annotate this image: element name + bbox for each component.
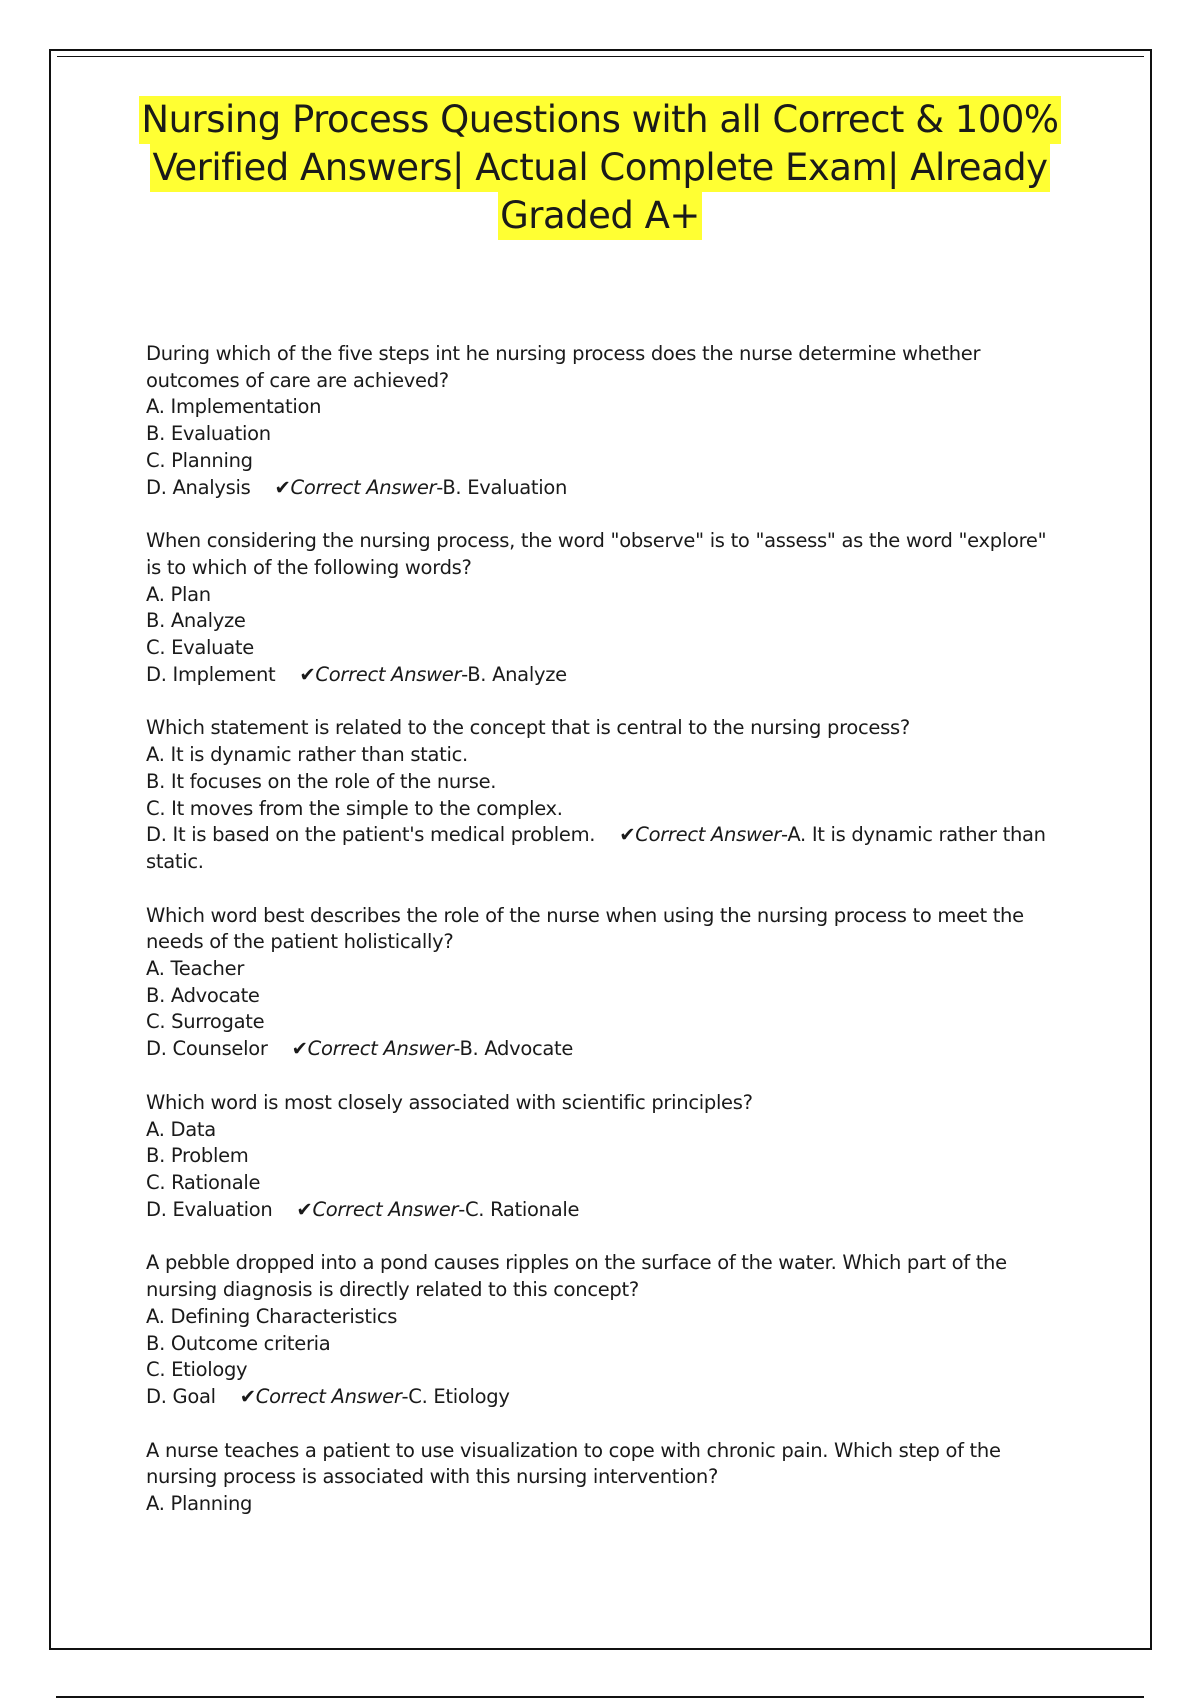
option-text: C. Rationale bbox=[146, 1170, 261, 1194]
answer-option bbox=[146, 1143, 1066, 1170]
answer-option bbox=[146, 394, 1066, 421]
option-text: B. Problem bbox=[146, 1144, 249, 1168]
correct-answer-text: -A. It is dynamic rather than static. bbox=[146, 823, 1046, 873]
question-text: Which statement is related to the concept that is central to the nursing process? bbox=[146, 716, 910, 740]
checkmark-icon: ✔ bbox=[296, 1197, 313, 1221]
correct-answer-text: -C. Rationale bbox=[458, 1197, 580, 1221]
correct-answer-label: Correct Answer bbox=[307, 1037, 454, 1061]
answer-option bbox=[146, 448, 1066, 475]
question-block bbox=[146, 1438, 1066, 1518]
question-text: A pebble dropped into a pond causes ripples on the surface of the water. Which part of the nursing diagnosis is directly related to this concept? bbox=[146, 1251, 1007, 1302]
option-text: A. Planning bbox=[146, 1492, 253, 1516]
option-text: B. Advocate bbox=[146, 983, 260, 1007]
option-text: A. It is dynamic rather than static. bbox=[146, 743, 468, 767]
checkmark-icon: ✔ bbox=[299, 662, 316, 686]
answer-option bbox=[146, 1009, 1066, 1036]
correct-answer-label: Correct Answer bbox=[290, 475, 437, 499]
answer-option bbox=[146, 983, 1066, 1010]
checkmark-icon: ✔ bbox=[239, 1384, 256, 1408]
option-text: C. Etiology bbox=[146, 1358, 248, 1382]
answer-option bbox=[146, 822, 1066, 875]
checkmark-icon: ✔ bbox=[291, 1037, 308, 1061]
question-block bbox=[146, 903, 1066, 1063]
answer-option bbox=[146, 742, 1066, 769]
answer-option bbox=[146, 662, 1066, 689]
correct-answer-text: -B. Analyze bbox=[461, 662, 567, 686]
correct-answer-text: -B. Advocate bbox=[453, 1037, 574, 1061]
answer-option bbox=[146, 1117, 1066, 1144]
option-text: A. Defining Characteristics bbox=[146, 1304, 398, 1328]
question-block bbox=[146, 1090, 1066, 1224]
option-text: C. It moves from the simple to the complex. bbox=[146, 796, 563, 820]
answer-option bbox=[146, 1331, 1066, 1358]
option-text: A. Plan bbox=[146, 582, 211, 606]
option-text: B. Outcome criteria bbox=[146, 1331, 331, 1355]
option-text: D. It is based on the patient's medical problem. bbox=[146, 823, 596, 847]
correct-answer bbox=[274, 476, 567, 499]
question-block bbox=[146, 528, 1066, 688]
option-text: A. Data bbox=[146, 1117, 216, 1141]
question-block bbox=[146, 715, 1066, 875]
option-text: C. Planning bbox=[146, 448, 253, 472]
option-text: A. Implementation bbox=[146, 395, 322, 419]
answer-option bbox=[146, 1384, 1066, 1411]
checkmark-icon: ✔ bbox=[274, 475, 291, 499]
frame-top-rule bbox=[57, 56, 1144, 57]
correct-answer-label: Correct Answer bbox=[315, 662, 462, 686]
answer-option bbox=[146, 421, 1066, 448]
question-text: Which word is most closely associated with scientific principles? bbox=[146, 1090, 753, 1114]
answer-option bbox=[146, 635, 1066, 662]
document-title bbox=[100, 96, 1100, 240]
answer-option bbox=[146, 1197, 1066, 1224]
answer-option bbox=[146, 1170, 1066, 1197]
title-line: Verified Answers| Actual Complete Exam| Already bbox=[150, 144, 1049, 192]
page-bottom-rule bbox=[56, 1696, 1144, 1698]
correct-answer-text: -B. Evaluation bbox=[436, 475, 568, 499]
correct-answer bbox=[292, 1037, 574, 1060]
option-text: B. Analyze bbox=[146, 609, 246, 633]
question-block bbox=[146, 1250, 1066, 1410]
option-text: D. Goal bbox=[146, 1384, 216, 1408]
answer-option bbox=[146, 1304, 1066, 1331]
option-text: C. Evaluate bbox=[146, 636, 254, 660]
answer-option bbox=[146, 608, 1066, 635]
answer-option bbox=[146, 796, 1066, 823]
question-block bbox=[146, 341, 1066, 501]
option-text: B. It focuses on the role of the nurse. bbox=[146, 769, 497, 793]
correct-answer-label: Correct Answer bbox=[255, 1384, 402, 1408]
checkmark-icon: ✔ bbox=[619, 823, 636, 847]
correct-answer-label: Correct Answer bbox=[312, 1197, 459, 1221]
question-list bbox=[146, 341, 1066, 1545]
answer-option bbox=[146, 1036, 1066, 1063]
option-text: D. Analysis bbox=[146, 475, 251, 499]
answer-option bbox=[146, 956, 1066, 983]
correct-answer-text: -C. Etiology bbox=[401, 1384, 510, 1408]
question-text: A nurse teaches a patient to use visualization to cope with chronic pain. Which step of the nursing process is associated with this nursing intervention? bbox=[146, 1438, 1001, 1489]
option-text: A. Teacher bbox=[146, 957, 245, 981]
answer-option bbox=[146, 769, 1066, 796]
option-text: D. Implement bbox=[146, 662, 276, 686]
answer-option bbox=[146, 1491, 1066, 1518]
title-line: Nursing Process Questions with all Correct & 100% bbox=[139, 96, 1060, 144]
question-text: Which word best describes the role of the nurse when using the nursing process to meet the needs of the patient holistically? bbox=[146, 903, 1024, 954]
option-text: D. Evaluation bbox=[146, 1197, 273, 1221]
answer-option bbox=[146, 1357, 1066, 1384]
correct-answer bbox=[299, 663, 566, 686]
correct-answer bbox=[240, 1385, 510, 1408]
option-text: B. Evaluation bbox=[146, 422, 271, 446]
question-text: When considering the nursing process, the word "observe" is to "assess" as the word "explore" is to which of the following words? bbox=[146, 529, 1047, 579]
correct-answer bbox=[296, 1198, 579, 1221]
answer-option bbox=[146, 582, 1066, 609]
option-text: D. Counselor bbox=[146, 1037, 268, 1061]
option-text: C. Surrogate bbox=[146, 1010, 265, 1034]
title-line: Graded A+ bbox=[498, 192, 702, 240]
correct-answer-label: Correct Answer bbox=[635, 823, 782, 847]
question-text: During which of the five steps int he nursing process does the nurse determine whether outcomes of care are achieved? bbox=[146, 342, 981, 392]
answer-option bbox=[146, 475, 1066, 502]
